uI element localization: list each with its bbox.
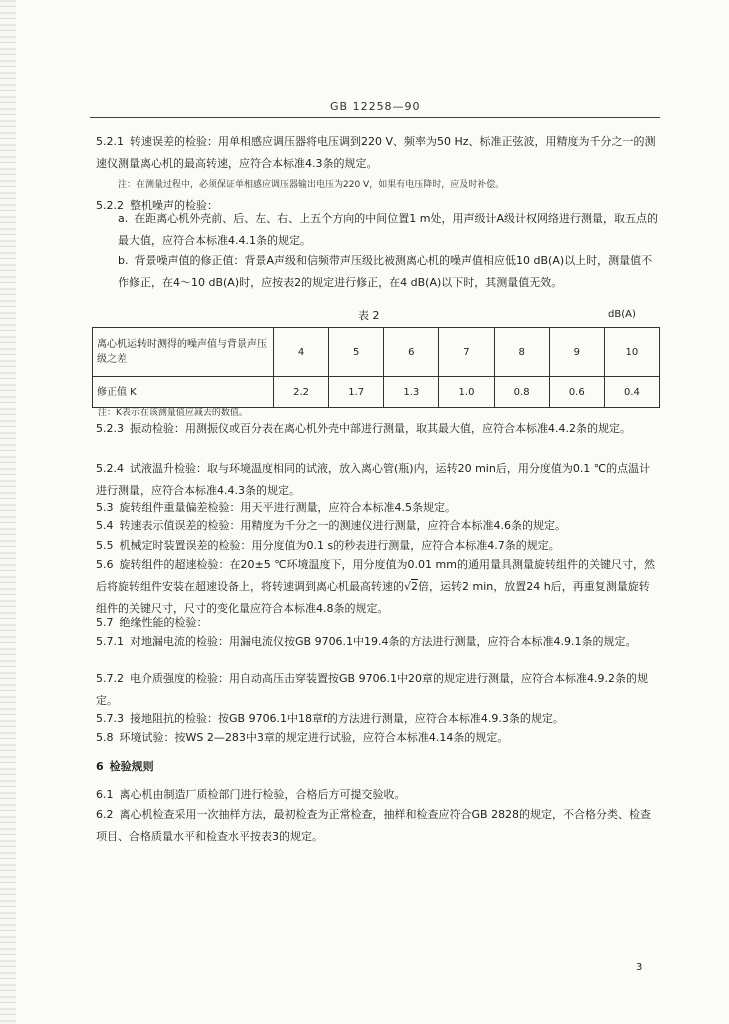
table-2-caption: 表 2 bbox=[358, 309, 380, 322]
sqrt-symbol: √ bbox=[404, 580, 412, 593]
table-cell: 7 bbox=[439, 328, 494, 377]
section-5-2-3 bbox=[96, 418, 656, 440]
section-5-2-4 bbox=[96, 458, 656, 502]
section-text: 环境试验：按WS 2—283中3章的规定进行试验，应符合本标准4.14条的规定。 bbox=[119, 731, 509, 744]
table-cell: 9 bbox=[549, 328, 604, 377]
section-text: 整机噪声的检验： bbox=[130, 199, 218, 212]
sqrt-value: 2 bbox=[411, 580, 419, 593]
table-cell: 5 bbox=[329, 328, 384, 377]
table-2 bbox=[92, 327, 660, 408]
table-cell: 2.2 bbox=[274, 377, 329, 408]
section-5-8 bbox=[96, 727, 656, 749]
section-text: 电介质强度的检验：用自动高压击穿装置按GB 9706.1中20章的规定进行测量，应符合本标准4.9.2条的规定。 bbox=[96, 672, 649, 707]
section-number: 5.7.2 bbox=[96, 672, 124, 685]
table-cell: 1.7 bbox=[329, 377, 384, 408]
section-number: 5.5 bbox=[96, 539, 114, 552]
section-text: 转速表示值误差的检验：用精度为千分之一的测速仪进行测量，应符合本标准4.6条的规定。 bbox=[119, 519, 566, 532]
section-5-6 bbox=[96, 554, 656, 620]
item-5-2-2-b bbox=[118, 250, 658, 294]
table-cell: 4 bbox=[274, 328, 329, 377]
section-5-7-1 bbox=[96, 631, 656, 653]
section-number: 5.3 bbox=[96, 501, 114, 514]
section-title: 检验规则 bbox=[109, 760, 154, 773]
table-2-note: 注：K表示在该测量值应减去的数值。 bbox=[98, 408, 248, 418]
item-5-2-2-a bbox=[118, 208, 658, 252]
section-number: 5.6 bbox=[96, 558, 114, 571]
table-row-header: 离心机运转时测得的噪声值与背景声压级之差 bbox=[93, 328, 274, 377]
section-6-1 bbox=[96, 784, 656, 806]
section-number: 5.8 bbox=[96, 731, 114, 744]
section-6-heading bbox=[96, 756, 656, 778]
section-number: 5.7.3 bbox=[96, 712, 124, 725]
section-number: 5.4 bbox=[96, 519, 114, 532]
table-cell: 0.4 bbox=[604, 377, 659, 408]
section-5-4 bbox=[96, 515, 656, 537]
section-text: 转速误差的检验：用单相感应调压器将电压调到220 V、频率为50 Hz、标准正弦波，用精度为千分之一的测速仪测量离心机的最高转速，应符合本标准4.3条的规定。 bbox=[96, 135, 656, 170]
section-5-2-1 bbox=[96, 131, 656, 175]
section-number: 5.2.4 bbox=[96, 462, 124, 475]
table-cell: 1.3 bbox=[384, 377, 439, 408]
section-text: 旋转组件重量偏差检验：用天平进行测量，应符合本标准4.5条规定。 bbox=[119, 501, 456, 514]
item-text: 背景噪声值的修正值：背景A声级和信频带声压级比被测离心机的噪声值相应低10 dB(A)以上时，测量值不作修正，在4～10 dB(A)时，应按表2的规定进行修正，在4 dB(A)以下时，其测量值无效。 bbox=[118, 254, 653, 289]
table-2-unit: dB(A) bbox=[608, 309, 636, 320]
section-text: 接地阻抗的检验：按GB 9706.1中18章f的方法进行测量，应符合本标准4.9.3条的规定。 bbox=[130, 712, 564, 725]
note-5-2-1: 注：在测量过程中，必须保证单相感应调压器输出电压为220 V，如果有电压降时，应及时补偿。 bbox=[118, 180, 505, 190]
section-6-2 bbox=[96, 804, 656, 848]
section-text: 试液温升检验：取与环境温度相同的试液，放入离心管(瓶)内，运转20 min后，用分度值为0.1 ℃的点温计进行测量，应符合本标准4.4.3条的规定。 bbox=[96, 462, 651, 497]
section-text: 离心机检查采用一次抽样方法，最初检查为正常检查，抽样和检查应符合GB 2828的规定，不合格分类、检查项目、合格质量水平和检查水平按表3的规定。 bbox=[96, 808, 652, 843]
section-number: 5.2.3 bbox=[96, 422, 124, 435]
table-cell: 6 bbox=[384, 328, 439, 377]
page-number: 3 bbox=[636, 962, 643, 973]
scan-edge bbox=[0, 0, 16, 1024]
table-cell: 10 bbox=[604, 328, 659, 377]
section-number: 5.2.1 bbox=[96, 135, 124, 148]
section-number: 6.1 bbox=[96, 788, 114, 801]
section-text-cont: 倍，运转2 min，放置24 h后，再重复测量旋转组件的关键尺寸，尺寸的变化量应符合本标准4.8条的规定。 bbox=[96, 580, 650, 615]
section-number: 5.2.2 bbox=[96, 199, 124, 212]
section-number: 6.2 bbox=[96, 808, 114, 821]
section-text: 绝缘性能的检验： bbox=[119, 616, 208, 629]
section-text: 旋转组件的超速检验：在20±5 ℃环境温度下，用分度值为0.01 mm的通用量具测量旋转组件的关键尺寸，然后将旋转组件安装在超速设备上，将转速调到离心机最高转速的 bbox=[96, 558, 655, 593]
item-label: b. bbox=[118, 254, 129, 267]
section-number: 5.7 bbox=[96, 616, 114, 629]
table-cell: 8 bbox=[494, 328, 549, 377]
table-cell: 0.8 bbox=[494, 377, 549, 408]
page-header: GB 12258—90 bbox=[330, 100, 421, 113]
item-label: a. bbox=[118, 212, 129, 225]
section-5-7-2 bbox=[96, 668, 656, 712]
section-number: 6 bbox=[96, 760, 104, 773]
section-text: 机械定时装置误差的检验：用分度值为0.1 s的秒表进行测量，应符合本标准4.7条的规定。 bbox=[119, 539, 560, 552]
table-row bbox=[93, 377, 660, 408]
item-text: 在距离心机外壳前、后、左、右、上五个方向的中间位置1 m处，用声级计A级计权网络进行测量，取五点的最大值，应符合本标准4.4.1条的规定。 bbox=[118, 212, 658, 247]
header-rule bbox=[90, 117, 660, 118]
table-row bbox=[93, 328, 660, 377]
table-cell: 1.0 bbox=[439, 377, 494, 408]
section-text: 振动检验：用测振仪或百分表在离心机外壳中部进行测量，取其最大值，应符合本标准4.4.2条的规定。 bbox=[130, 422, 631, 435]
section-number: 5.7.1 bbox=[96, 635, 124, 648]
section-text: 离心机由制造厂质检部门进行检验，合格后方可提交验收。 bbox=[119, 788, 406, 801]
table-row-header: 修正值 K bbox=[93, 377, 274, 408]
table-cell: 0.6 bbox=[549, 377, 604, 408]
section-text: 对地漏电流的检验：用漏电流仪按GB 9706.1中19.4条的方法进行测量，应符合本标准4.9.1条的规定。 bbox=[130, 635, 637, 648]
